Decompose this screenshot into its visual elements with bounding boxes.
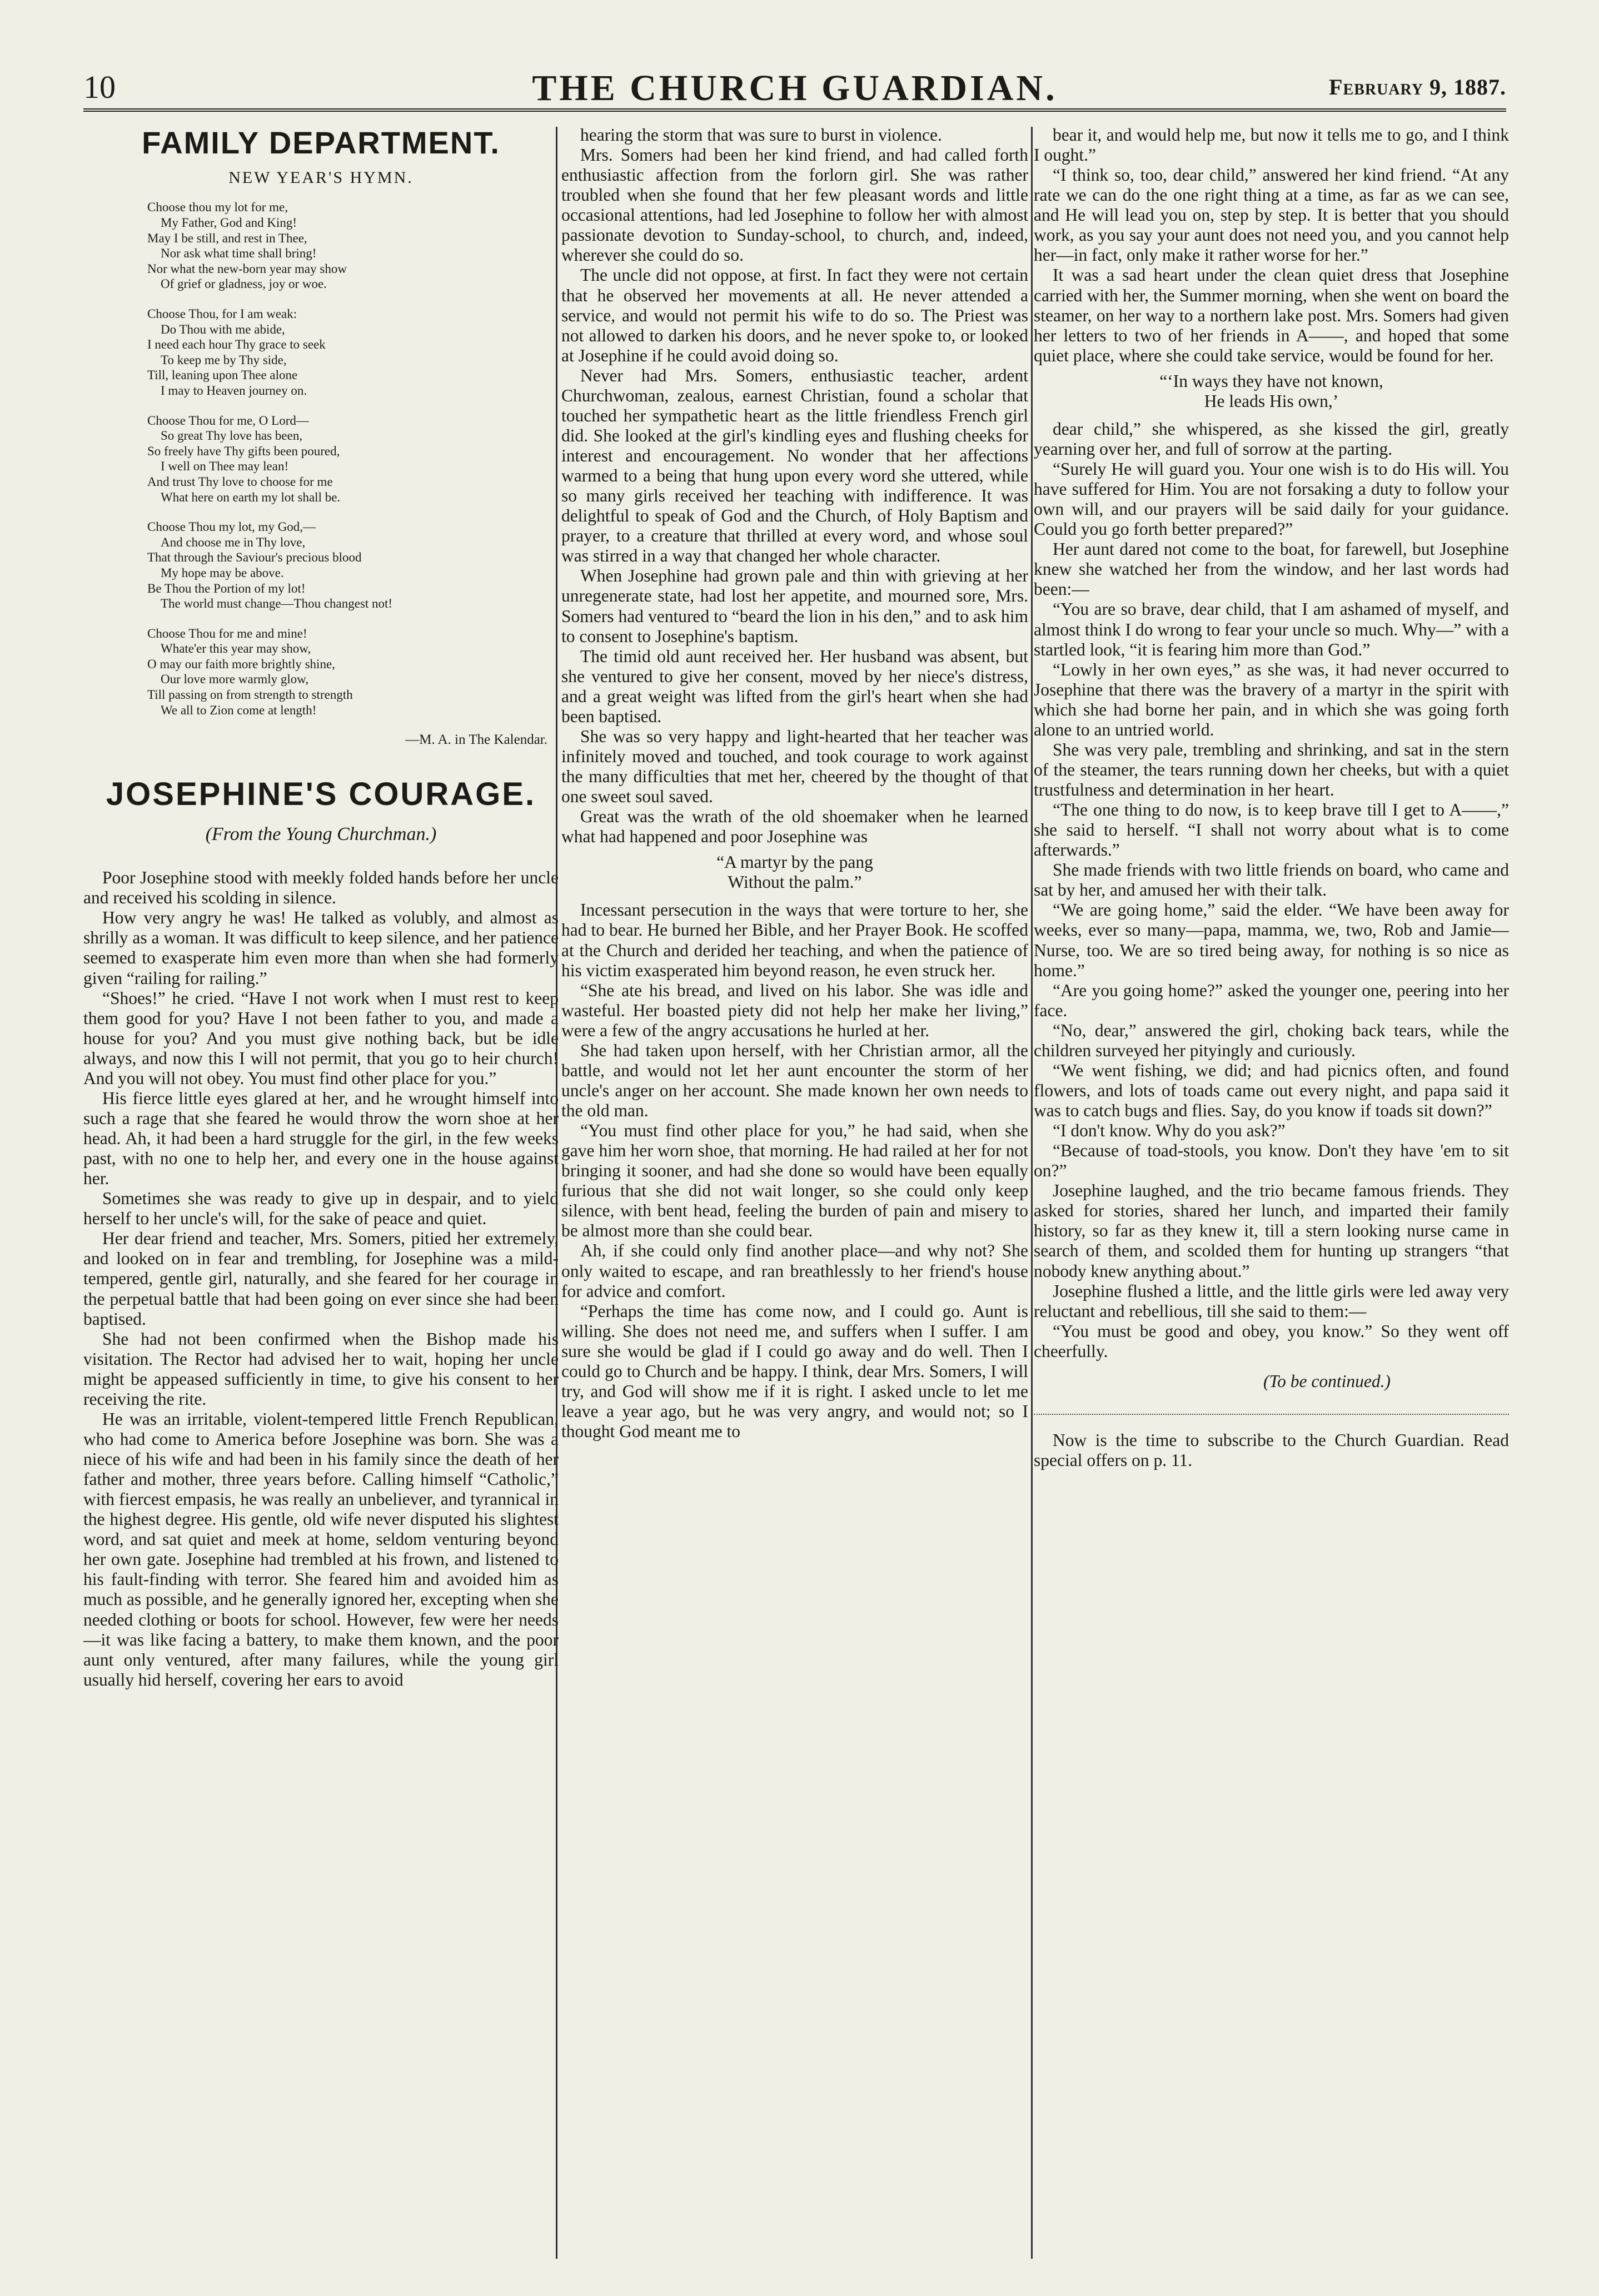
- paragraph: “Shoes!” he cried. “Have I not work when I must rest to keep them good for you? Have I not been father to you, and made a house for you? And you must give nothing back, but be idle always, and now this I will not permit, that you go to heir church! And you will not obey. You must find other place for you.”: [83, 988, 559, 1088]
- masthead: [83, 64, 1506, 112]
- paragraph: dear child,” she whispered, as she kissed the girl, greatly yearning over her, and full of sorrow at the parting.: [1034, 419, 1509, 459]
- story-body-col1: [83, 868, 559, 1690]
- paragraph: “Lowly in her own eyes,” as she was, it had never occurred to Josephine that there was the bravery of a martyr in the spirit with which she had borne her pain, and in which she was going forth alone to an untried world.: [1034, 659, 1509, 739]
- issue-date: February 9, 1887.: [1329, 74, 1506, 100]
- hymn-stanza: [147, 626, 559, 718]
- hymn-line: Nor ask what time shall bring!: [161, 246, 317, 261]
- paragraph: When Josephine had grown pale and thin with grieving at her unregenerate state, had lost her appetite, and mourned sore, Mrs. Somers had ventured to “beard the lion in his den,” and to ask him to consent to Josephine's baptism.: [561, 566, 1028, 646]
- paragraph: She had not been confirmed when the Bishop made his visitation. The Rector had advised her to wait, hoping her uncle might be appeased sufficiently in time, to give his consent to her receiving the rite.: [83, 1329, 559, 1409]
- paragraph: Incessant persecution in the ways that were torture to her, she had to bear. He burned her Bible, and her Prayer Book. He scoffed at the Church and derided her teaching, and when the patience of his victim exasperated him beyond reason, he even struck her.: [561, 900, 1028, 980]
- story-source: (From the Young Churchman.): [205, 824, 437, 845]
- hymn-line: Our love more warmly glow,: [161, 672, 309, 687]
- hymn-stanza: [147, 306, 559, 399]
- story-body-col2-b: [561, 900, 1028, 1442]
- hymn-line: Nor what the new-born year may show: [147, 261, 347, 276]
- column-divider: [1031, 127, 1033, 2259]
- paragraph: bear it, and would help me, but now it tells me to go, and I think I ought.”: [1034, 125, 1509, 165]
- paragraph: Poor Josephine stood with meekly folded hands before her uncle and received his scolding in silence.: [83, 868, 559, 908]
- paragraph: The timid old aunt received her. Her husband was absent, but she ventured to give her consent, moved by her niece's distress, and a great weight was lifted from the girl's heart when she had been baptised.: [561, 646, 1028, 726]
- hymn-line: I well on Thee may lean!: [161, 459, 289, 474]
- column-3: [1034, 125, 1509, 2260]
- hymn-title: NEW YEAR'S HYMN.: [228, 168, 414, 187]
- paragraph: “Surely He will guard you. Your one wish is to do His will. You have suffered for Him. You are not forsaking a duty to follow your own will, and our prayers will be said daily for your guidance. Could you go forth better prepared?”: [1034, 459, 1509, 539]
- hymn-line: Choose Thou for me and mine!: [147, 626, 307, 640]
- hymn-line: Whate'er this year may show,: [161, 642, 311, 656]
- section-heading: FAMILY DEPARTMENT.: [142, 125, 500, 160]
- paper-name: THE CHURCH GUARDIAN.: [532, 68, 1058, 108]
- hymn-line: Do Thou with me abide,: [161, 322, 285, 336]
- column-2: [561, 125, 1028, 2260]
- subscription-notice: Now is the time to subscribe to the Church Guardian. Read special offers on p. 11.: [1034, 1430, 1509, 1470]
- hymn-line: And choose me in Thy love,: [161, 535, 306, 549]
- paragraph: Her aunt dared not come to the boat, for farewell, but Josephine knew she watched her from the window, and her last words had been:—: [1034, 539, 1509, 599]
- hymn-line: I need each hour Thy grace to seek: [147, 337, 326, 352]
- hymn-line: Of grief or gladness, joy or woe.: [161, 277, 327, 291]
- hymn-line: My Father, God and King!: [161, 216, 297, 230]
- paragraph: “Because of toad-stools, you know. Don't they have 'em to sit on?”: [1034, 1141, 1509, 1181]
- story-quote: [561, 852, 1028, 892]
- hymn-line: Choose Thou for me, O Lord—: [147, 413, 309, 428]
- hymn-line: So great Thy love has been,: [161, 429, 303, 443]
- paragraph: “She ate his bread, and lived on his labor. She was idle and wasteful. Her boasted piety did not help her make her living,” were a few of the angry accusations he hurled at her.: [561, 980, 1028, 1040]
- paragraph: “You must find other place for you,” he had said, when she gave him her worn shoe, that morning. He had railed at her for not bringing it sooner, and had she done so would have been equally furious that she did not wait longer, so she could only keep silence, with bent head, feeling the burden of pain and misery to be almost more than she could bear.: [561, 1121, 1028, 1241]
- column-1: [83, 125, 559, 2260]
- story-body-col3-a: [1034, 125, 1509, 366]
- hymn-line: Till passing on from strength to strength: [147, 688, 353, 702]
- hymn-line: The world must change—Thou changest not!: [161, 597, 393, 611]
- paragraph: “I don't know. Why do you ask?”: [1053, 1121, 1286, 1141]
- quote-line: “‘In ways they have not known,: [1159, 371, 1383, 391]
- paragraph: Mrs. Somers had been her kind friend, and had called forth enthusiastic affection from the forlorn girl. She was rather troubled when she found that her few pleasant words and little occasional attentions, had led Josephine to follow her with almost passionate devotion to Sunday-school, to church, and, indeed, wherever she could do so.: [561, 145, 1028, 265]
- paragraph: It was a sad heart under the clean quiet dress that Josephine carried with her, the Summer morning, when she went on board the steamer, on her way to a northern lake post. Mrs. Somers had given her letters to two of her friends in A——, and hoped that some quiet place, where she could take service, would be found for her.: [1034, 265, 1509, 365]
- story-title: JOSEPHINE'S COURAGE.: [106, 776, 536, 812]
- quote-line: “A martyr by the pang: [716, 852, 873, 872]
- hymn-line: What here on earth my lot shall be.: [161, 490, 341, 504]
- paragraph: She was so very happy and light-hearted that her teacher was infinitely moved and touched, and took courage to work against the many difficulties that met her, cheered by the thought of that one sweet soul saved.: [561, 726, 1028, 807]
- quote-line: He leads His own,’: [1204, 391, 1339, 411]
- hymn-line: And trust Thy love to choose for me: [147, 474, 333, 489]
- hymn-line: That through the Saviour's precious blood: [147, 550, 362, 565]
- paragraph: Never had Mrs. Somers, enthusiastic teacher, ardent Churchwoman, zealous, earnest Christian, found a scholar that touched her sympathetic heart as the little friendless French girl did. She looked at the girl's kindling eyes and flushing cheeks for interest and encouragement. No wonder that her affections warmed to a being that hung upon every word she uttered, while so many girls received her teaching with indifference. It was delightful to speak of God and the Church, of Holy Baptism and prayer, to a creature that thrilled at every word, and whose soul was stirred in a way that changed her whole character.: [561, 365, 1028, 566]
- paragraph: The uncle did not oppose, at first. In fact they were not certain that he observed her movements at all. He never attended a service, and would not permit his wife to do so. The Priest was not allowed to darken his doors, and he never spoke to, or looked at Josephine if he could avoid doing so.: [561, 265, 1028, 365]
- paragraph: She was very pale, trembling and shrinking, and sat in the stern of the steamer, the tears running down her cheeks, but with a quiet trustfulness and determination in her heart.: [1034, 739, 1509, 799]
- paragraph: Ah, if she could only find another place—and why not? She only waited to escape, and ran breathlessly to her friend's house for advice and comfort.: [561, 1241, 1028, 1301]
- paragraph: His fierce little eyes glared at her, and he wrought himself into such a rage that she feared he would throw the worn shoe at her head. Ah, it had been a hard struggle for the girl, in the few weeks past, with no one to help her, and every one in the house against her.: [83, 1088, 559, 1189]
- paragraph: “No, dear,” answered the girl, choking back tears, while the children surveyed her pityingly and curiously.: [1034, 1020, 1509, 1060]
- hymn-line: O may our faith more brightly shine,: [147, 657, 335, 671]
- paragraph: Josephine flushed a little, and the little girls were led away very reluctant and rebellious, till she said to them:—: [1034, 1281, 1509, 1321]
- story-quote: [1034, 371, 1509, 411]
- story-body-col3-b: [1034, 419, 1509, 1361]
- paragraph: She had taken upon herself, with her Christian armor, all the battle, and would not let her aunt encounter the storm of her uncle's anger on her account. She made known her own needs to the old man.: [561, 1040, 1028, 1120]
- hymn-poem: [83, 200, 559, 718]
- paragraph: “You are so brave, dear child, that I am ashamed of myself, and almost think I do wrong to fear your uncle so much. Why—” with a startled look, “it is fearing him more than God.”: [1034, 599, 1509, 659]
- hymn-stanza: [147, 519, 559, 612]
- hymn-line: May I be still, and rest in Thee,: [147, 231, 307, 245]
- hymn-line: Choose Thou my lot, my God,—: [147, 520, 316, 534]
- paragraph: Josephine laughed, and the trio became famous friends. They asked for stories, shared her lunch, and imparted their family history, so far as they knew it, till a stern looking nurse came in search of them, and scolded them for hunting up strangers “that nobody knew anything about.”: [1034, 1181, 1509, 1281]
- quote-line: Without the palm.”: [728, 872, 862, 892]
- paragraph: Her dear friend and teacher, Mrs. Somers, pitied her extremely, and looked on in fear and trembling, for Josephine was a mild-tempered, gentle girl, naturally, and she feared for her courage in the perpetual battle that had been going on ever since she had been baptised.: [83, 1229, 559, 1329]
- paragraph: “We are going home,” said the elder. “We have been away for weeks, ever so many—papa, mamma, we, two, Rob and Jamie—Nurse, too. We are so tired being away, for nothing is so nice as home.”: [1034, 900, 1509, 980]
- paragraph: How very angry he was! He talked as volubly, and almost as shrilly as a woman. It was difficult to keep silence, and her patience seemed to exasperate him even more than when she had formerly given “railing for railing.”: [83, 908, 559, 988]
- notice-divider: [1034, 1414, 1509, 1415]
- hymn-line: I may to Heaven journey on.: [161, 383, 307, 397]
- paragraph: Sometimes she was ready to give up in despair, and to yield herself to her uncle's will, for the sake of peace and quiet.: [83, 1189, 559, 1229]
- paragraph: “I think so, too, dear child,” answered her kind friend. “At any rate we can do the one right thing at a time, as far as we can see, and He will lead you on, step by step. It is better that you should work, as you say your aunt does not need you, and you cannot help her—in fact, only make it rather worse for her.”: [1034, 165, 1509, 265]
- hymn-line: Till, leaning upon Thee alone: [147, 368, 298, 382]
- paragraph: “We went fishing, we did; and had picnics often, and found flowers, and lots of toads came out every night, and papa said it was to catch bugs and flies. Say, do you know if toads sit down?”: [1034, 1060, 1509, 1120]
- hymn-stanza: [147, 413, 559, 505]
- hymn-line: Choose Thou, for I am weak:: [147, 307, 297, 321]
- hymn-line: Choose thou my lot for me,: [147, 200, 288, 215]
- hymn-line: My hope may be above.: [161, 565, 284, 580]
- page-number: 10: [83, 69, 116, 105]
- paragraph: “Perhaps the time has come now, and I could go. Aunt is willing. She does not need me, and suffers when I suffer. I am sure she would be glad if I could go away and do well. Then I could go to Church and be happy. I think, dear Mrs. Somers, I will try, and God will show me if it is right. I asked uncle to let me leave a year ago, but he was very angry, and would not; so I thought God meant me to: [561, 1301, 1028, 1441]
- hymn-line: We all to Zion come at length!: [161, 703, 317, 717]
- paragraph: She made friends with two little friends on board, who came and sat by her, and amused her with their talk.: [1034, 860, 1509, 900]
- hymn-stanza: [147, 200, 559, 292]
- hymn-line: Be Thou the Portion of my lot!: [147, 581, 306, 595]
- paragraph: “You must be good and obey, you know.” So they went off cheerfully.: [1034, 1321, 1509, 1361]
- hymn-line: So freely have Thy gifts been poured,: [147, 444, 340, 458]
- story-body-col2-a: [561, 125, 1028, 847]
- paragraph: Great was the wrath of the old shoemaker when he learned what had happened and poor Josephine was: [561, 807, 1028, 847]
- paragraph: “The one thing to do now, is to keep brave till I get to A——,” she said to herself. “I shall not worry about what is to come afterwards.”: [1034, 800, 1509, 860]
- paragraph: hearing the storm that was sure to burst in violence.: [580, 125, 942, 145]
- hymn-line: To keep me by Thy side,: [161, 352, 287, 367]
- to-be-continued: (To be continued.): [1263, 1371, 1391, 1391]
- hymn-attribution: —M. A. in The Kalendar.: [405, 732, 547, 748]
- paragraph: “Are you going home?” asked the younger one, peering into her face.: [1034, 980, 1509, 1020]
- paragraph: He was an irritable, violent-tempered little French Republican, who had come to America before Josephine was born. She was a niece of his wife and had been in his family since the death of her father and mother, three years before. Calling himself “Catholic,” with fiercest empasis, he was really an unbeliever, and tyrannical in the highest degree. His gentle, old wife never disputed his slightest word, and sat quiet and meek at home, seldom venturing beyond her own gate. Josephine had trembled at his frown, and listened to his fault-finding with terror. She feared him and avoided him as much as possible, and he generally ignored her, excepting when she needed clothing or boots for school. However, few were her needs—it was like facing a battery, to make them known, and the poor aunt only ventured, after many failures, while the young girl usually hid herself, covering her ears to avoid: [83, 1409, 559, 1689]
